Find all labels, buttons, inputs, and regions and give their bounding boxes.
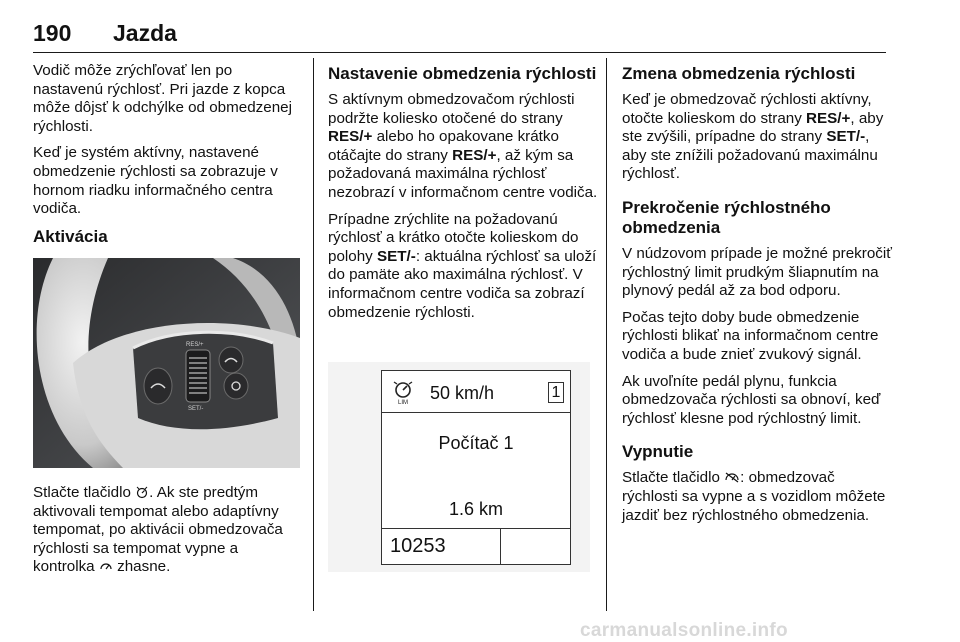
set-minus-label: SET/- (377, 247, 416, 265)
speed-limiter-icon (135, 485, 149, 499)
paragraph: Počas tejto doby bude obmedzenie rýchlosti blikať na informačnom centre vodiča a bude znieť zvukový signál. (622, 308, 879, 363)
divider (500, 528, 501, 564)
text: Stlačte tlačidlo (622, 469, 720, 487)
text: , až kým sa požadovaná maximálna rýchlosť nezobrazí v informačnom centre vodiča. (328, 146, 598, 201)
heading-exceed-limit: Prekročenie rýchlostného obmedzenia (622, 197, 831, 237)
text: Keď je obmedzovač rýchlosti aktívny, otočte kolieskom do strany (622, 91, 872, 127)
speed-limiter-icon (390, 379, 416, 405)
driver-info-display (328, 362, 590, 572)
text: : aktuálna rýchlosť sa uloží do pamäte ako maximálna rýchlosť. V informačnom centre vodiča sa zobrazí obmedzenie rýchlosti. (328, 247, 597, 321)
watermark: carmanualsonline.info (580, 620, 788, 641)
page-number: 190 (33, 20, 72, 46)
column-2 (328, 64, 598, 330)
paragraph (328, 211, 598, 323)
res-plus-label: RES/+ (328, 128, 373, 146)
text: Stlačte tlačidlo (33, 484, 131, 501)
paragraph (622, 91, 892, 184)
paragraph: Keď je systém aktívny, nastavené obmedzenie rýchlosti sa zobrazuje v hornom riadku informačného centra vodiča. (33, 144, 278, 218)
column-1 (33, 62, 303, 254)
column-1-bottom (33, 484, 303, 585)
display-title: Počítač 1 (438, 433, 514, 453)
heading-set-limit: Nastavenie obmedzenia rýchlosti (328, 64, 597, 83)
paragraph (622, 469, 892, 525)
column-3 (622, 64, 892, 533)
steering-wheel-photo (33, 258, 300, 468)
paragraph: Ak uvoľníte pedál plynu, funkcia obmedzovača rýchlosti sa obnoví, keď rýchlosť klesne pod rýchlostný limit. (622, 372, 881, 427)
text: , aby ste zvýšili, prípadne do strany (622, 109, 884, 146)
text: S aktívnym obmedzovačom rýchlosti podržte koliesko otočené do strany (328, 91, 575, 127)
text: : obmedzovač rýchlosti sa vypne a s vozidlom môžete jazdiť bez rýchlostného obmedzenia. (622, 469, 886, 524)
text: Prípadne zrýchlite na požadovanú rýchlosť a krátko otočte kolieskom do polohy (328, 210, 579, 265)
text: alebo ho opakovane krátko otáčajte do strany (328, 128, 559, 164)
display-speed: 50 km/h (430, 383, 495, 403)
heading-deactivation: Vypnutie (622, 442, 694, 462)
display-odometer: 10253 (390, 535, 446, 557)
limiter-off-icon (724, 470, 740, 484)
display-distance: 1.6 km (448, 499, 504, 519)
chapter-title: Jazda (113, 20, 177, 46)
paragraph: Vodič môže zrýchľovať len po nastavenú rýchlosť. Pri jazde z kopca môže dôjsť k odchýlke od obmedzenej rýchlosti. (33, 62, 292, 135)
lim-label: LIM (397, 400, 409, 405)
column-divider-2 (606, 58, 607, 611)
text: zhasne. (117, 558, 171, 576)
set-label: SET/- (188, 406, 204, 412)
set-minus-label: SET/- (826, 128, 866, 146)
paragraph: V núdzovom prípade je možné prekročiť rýchlostný limit prudkým šliapnutím na plynový pedál až za bod odporu. (622, 244, 892, 300)
display-screen (381, 370, 571, 565)
res-plus-label: RES/+ (452, 146, 497, 164)
divider (382, 528, 570, 529)
text: . Ak ste predtým aktivovali tempomat alebo adaptívny tempomat, po aktivácii obmedzovača rýchlosti sa tempomat vypne a kontrolka (33, 484, 283, 576)
column-divider-1 (313, 58, 314, 611)
paragraph-activation (33, 484, 303, 577)
divider (382, 412, 570, 413)
text: , aby ste znížili požadovanú maximálnu rýchlosť. (622, 128, 878, 183)
page-header (33, 10, 886, 53)
paragraph (328, 91, 598, 203)
res-plus-label: RES/+ (806, 109, 851, 127)
heading-change-limit: Zmena obmedzenia rýchlosti (622, 64, 856, 83)
heading-activation: Aktivácia (33, 226, 108, 246)
display-page-box: 1 (548, 382, 564, 403)
cruise-control-icon (99, 559, 113, 573)
res-label: RES/+ (186, 342, 204, 348)
